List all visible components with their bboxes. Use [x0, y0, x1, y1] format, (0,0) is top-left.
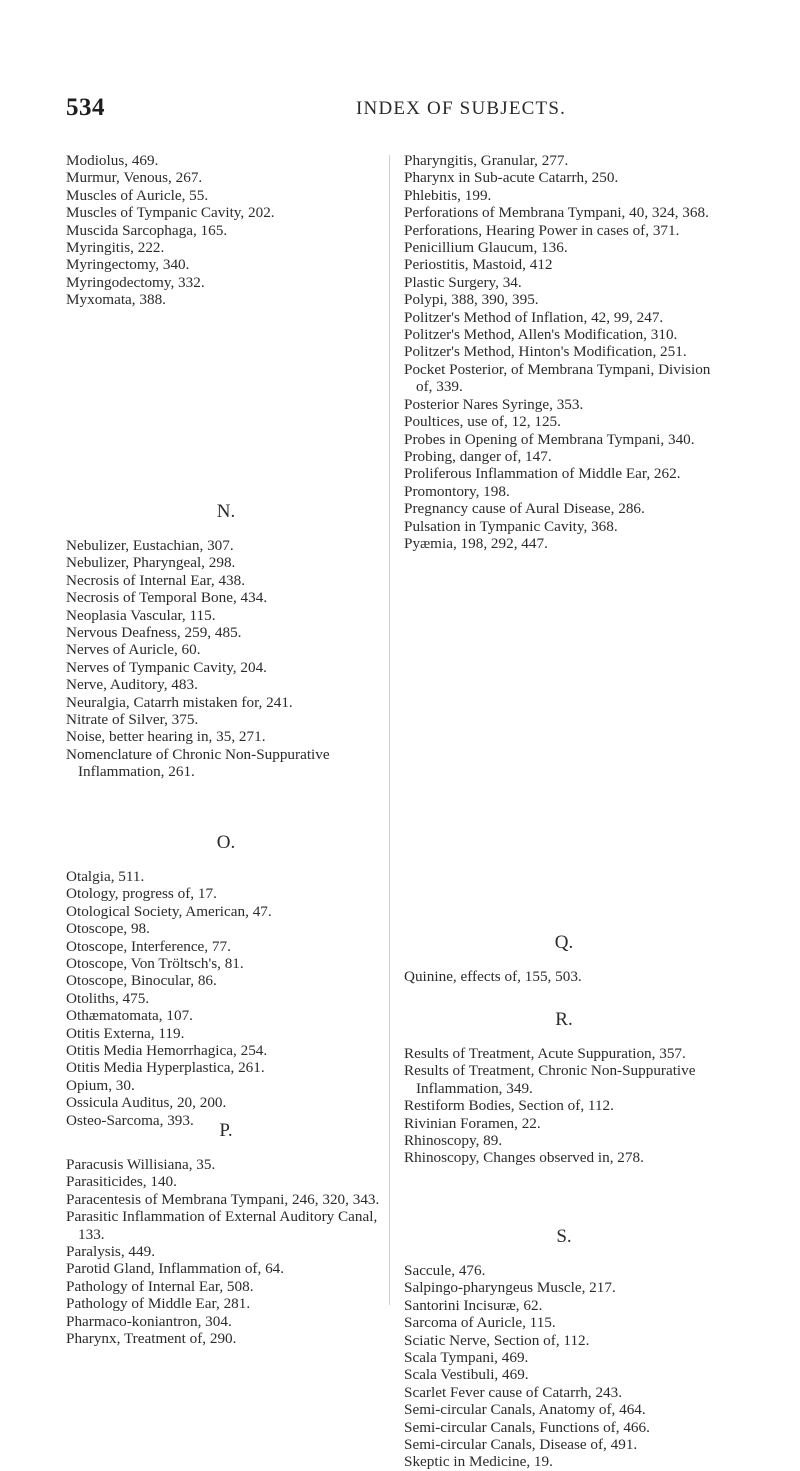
index-entry: Nervous Deafness, 259, 485. — [66, 624, 242, 642]
section-letter: N. — [216, 501, 236, 522]
index-entry: Otitis Media Hyperplastica, 261. — [66, 1059, 265, 1077]
index-entry: Nerve, Auditory, 483. — [66, 676, 198, 694]
index-entry: Neoplasia Vascular, 115. — [66, 606, 216, 624]
index-entry: Otology, progress of, 17. — [66, 885, 217, 903]
page-number: 534 — [66, 94, 105, 121]
index-entry: Pharyngitis, Granular, 277. — [404, 152, 569, 169]
index-entry: Otoscope, Von Tröltsch's, 81. — [66, 955, 244, 973]
index-entry: Myringodectomy, 332. — [66, 273, 205, 291]
section-letter: R. — [555, 1009, 573, 1030]
index-entry: Penicillium Glaucum, 136. — [404, 239, 568, 257]
index-entry: Murmur, Venous, 267. — [66, 169, 203, 187]
index-entry: Otoscope, 98. — [66, 920, 150, 938]
running-title: INDEX OF SUBJECTS. — [356, 98, 567, 119]
index-entry: Necrosis of Internal Ear, 438. — [66, 571, 246, 589]
index-entry: Politzer's Method of Inflation, 42, 99, 247. — [404, 308, 664, 326]
index-entry: Paralysis, 449. — [66, 1243, 156, 1261]
index-entry: Parasiticides, 140. — [66, 1173, 177, 1191]
page-header — [66, 94, 736, 124]
index-entry: Otalgia, 511. — [66, 868, 145, 885]
index-entry: Results of Treatment, Acute Suppuration, 357. — [404, 1045, 686, 1062]
index-entry: Results of Treatment, Chronic Non-Suppurative Inflammation, 349. — [404, 1062, 696, 1097]
index-entry: Myringitis, 222. — [66, 239, 165, 257]
index-entry: Scarlet Fever cause of Catarrh, 243. — [404, 1383, 623, 1401]
index-entry: Proliferous Inflammation of Middle Ear, 262. — [404, 465, 681, 483]
index-entry: Santorini Incisuræ, 62. — [404, 1296, 543, 1314]
index-entry: Semi-circular Canals, Functions of, 466. — [404, 1418, 650, 1436]
index-entry: Nebulizer, Eustachian, 307. — [66, 537, 234, 554]
index-entry: Otoscope, Interference, 77. — [66, 937, 231, 955]
index-section — [404, 1009, 724, 1167]
index-entry: Necrosis of Temporal Bone, 434. — [66, 589, 268, 607]
index-entry: Probing, danger of, 147. — [404, 447, 552, 465]
index-entry: Otological Society, American, 47. — [66, 902, 272, 920]
index-entry: Pocket Posterior, of Membrana Tympani, Division of, 339. — [404, 360, 711, 396]
index-entry: Otoliths, 475. — [66, 989, 150, 1007]
index-entry: Neuralgia, Catarrh mistaken for, 241. — [66, 693, 293, 711]
index-section — [66, 832, 386, 1129]
column-divider — [389, 155, 390, 1305]
index-entry: Noise, better hearing in, 35, 271. — [66, 728, 266, 746]
index-entry: Nomenclature of Chronic Non-Suppurative Inflammation, 261. — [66, 745, 330, 781]
index-entry: Skeptic in Medicine, 19. — [404, 1453, 553, 1471]
index-entry: Periostitis, Mastoid, 412 — [404, 256, 553, 274]
index-entry: Nerves of Auricle, 60. — [66, 641, 201, 659]
index-entry: Probes in Opening of Membrana Tympani, 340. — [404, 430, 695, 448]
index-entry: Promontory, 198. — [404, 482, 510, 500]
index-entry: Muscles of Tympanic Cavity, 202. — [66, 204, 275, 222]
index-entry: Parasitic Inflammation of External Auditory Canal, 133. — [66, 1208, 378, 1243]
index-entry: Muscles of Auricle, 55. — [66, 186, 209, 204]
index-section — [404, 152, 724, 552]
index-entry: Modiolus, 469. — [66, 152, 159, 169]
index-entry: Pathology of Internal Ear, 508. — [66, 1277, 254, 1295]
index-entry: Nebulizer, Pharyngeal, 298. — [66, 554, 236, 572]
section-letter: P. — [219, 1120, 233, 1141]
index-section — [66, 501, 386, 781]
index-entry: Opium, 30. — [66, 1076, 135, 1094]
index-entry: Perforations, Hearing Power in cases of, 371. — [404, 221, 680, 239]
index-entry: Perforations of Membrana Tympani, 40, 324, 368. — [404, 204, 709, 222]
index-entry: Restiform Bodies, Section of, 112. — [404, 1097, 614, 1115]
index-entry: Otoscope, Binocular, 86. — [66, 972, 217, 990]
index-entry: Poultices, use of, 12, 125. — [404, 413, 561, 431]
index-entry: Otitis Media Hemorrhagica, 254. — [66, 1042, 268, 1060]
index-entry: Pharynx in Sub-acute Catarrh, 250. — [404, 169, 619, 187]
index-entry: Nerves of Tympanic Cavity, 204. — [66, 658, 267, 676]
index-entry: Myringectomy, 340. — [66, 256, 190, 274]
index-entry: Pathology of Middle Ear, 281. — [66, 1295, 251, 1313]
index-entry: Osteo-Sarcoma, 393. — [66, 1111, 194, 1129]
section-letter: O. — [216, 832, 236, 853]
index-entry: Sarcoma of Auricle, 115. — [404, 1314, 556, 1332]
index-entry: Rhinoscopy, 89. — [404, 1132, 503, 1150]
index-entry: Sciatic Nerve, Section of, 112. — [404, 1331, 590, 1349]
index-entry: Otitis Externa, 119. — [66, 1024, 185, 1042]
index-entry: Pharmaco-koniantron, 304. — [66, 1312, 232, 1330]
index-section — [404, 932, 724, 985]
index-entry: Parotid Gland, Inflammation of, 64. — [66, 1260, 285, 1278]
index-entry: Phlebitis, 199. — [404, 186, 492, 204]
index-entry: Scala Tympani, 469. — [404, 1349, 529, 1367]
index-entry: Paracusis Willisiana, 35. — [66, 1156, 216, 1173]
index-entry: Saccule, 476. — [404, 1262, 486, 1279]
index-entry: Politzer's Method, Hinton's Modification, 251. — [404, 343, 687, 361]
index-entry: Paracentesis of Membrana Tympani, 246, 320, 343. — [66, 1190, 380, 1208]
index-entry: Nitrate of Silver, 375. — [66, 711, 199, 729]
index-entry: Semi-circular Canals, Disease of, 491. — [404, 1436, 638, 1454]
index-entry: Salpingo-pharyngeus Muscle, 217. — [404, 1279, 616, 1297]
index-entry: Quinine, effects of, 155, 503. — [404, 968, 582, 985]
index-entry: Othæmatomata, 107. — [66, 1007, 193, 1025]
index-entry: Pregnancy cause of Aural Disease, 286. — [404, 500, 645, 518]
index-entry: Pharynx, Treatment of, 290. — [66, 1330, 237, 1348]
index-section — [404, 1226, 724, 1471]
index-entry: Pyæmia, 198, 292, 447. — [404, 534, 548, 552]
index-entry: Politzer's Method, Allen's Modification, 310. — [404, 326, 678, 344]
index-entry: Posterior Nares Syringe, 353. — [404, 395, 584, 413]
index-entry: Rhinoscopy, Changes observed in, 278. — [404, 1149, 644, 1167]
index-entry: Myxomata, 388. — [66, 291, 166, 309]
index-section — [66, 152, 386, 309]
index-entry: Polypi, 388, 390, 395. — [404, 291, 539, 309]
section-letter: S. — [556, 1226, 572, 1247]
index-entry: Ossicula Auditus, 20, 200. — [66, 1094, 227, 1112]
section-letter: Q. — [554, 932, 574, 953]
index-entry: Scala Vestibuli, 469. — [404, 1366, 529, 1384]
index-entry: Rivinian Foramen, 22. — [404, 1114, 541, 1132]
index-entry: Pulsation in Tympanic Cavity, 368. — [404, 517, 618, 535]
index-entry: Semi-circular Canals, Anatomy of, 464. — [404, 1401, 646, 1419]
index-entry: Muscida Sarcophaga, 165. — [66, 221, 228, 239]
index-entry: Plastic Surgery, 34. — [404, 273, 522, 291]
index-section — [66, 1120, 386, 1347]
